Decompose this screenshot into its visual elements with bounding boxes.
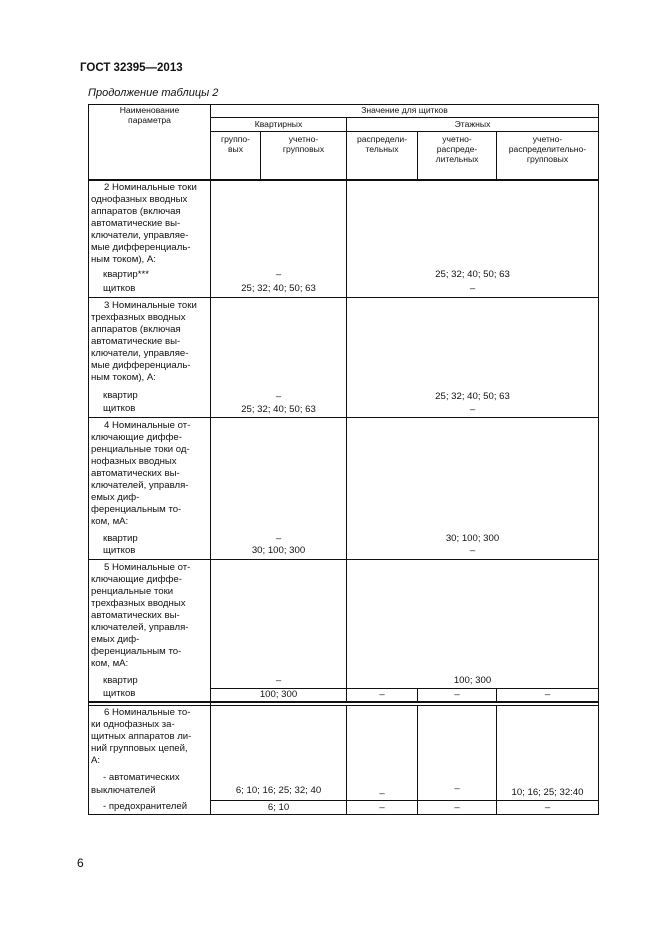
- param-line: трехфазных вводных: [91, 312, 186, 323]
- param-line: 4 Номинальные от-: [104, 420, 191, 431]
- cell-value: –: [454, 783, 460, 794]
- apartment-subheader: Квартирных: [254, 119, 303, 129]
- param-line: аппаратов (включая: [91, 206, 181, 217]
- cell-value: –: [544, 689, 551, 700]
- param-line: автоматических вы-: [91, 610, 180, 621]
- param-line: мые дифференциаль-: [91, 360, 191, 371]
- param-line: автоматических вы-: [91, 468, 180, 479]
- param-line: ключающие диффе-: [91, 432, 182, 443]
- param-line: ком, мА:: [91, 516, 129, 527]
- param-line: мые дифференциаль-: [91, 242, 191, 253]
- param-line: ным током), А:: [91, 372, 156, 383]
- col-header-meter-distribution: распреде-: [436, 144, 478, 154]
- param-line: ключателей, управля-: [91, 622, 189, 633]
- param-line: щитков: [103, 283, 136, 294]
- param-line: ренциальные токи од-: [91, 444, 190, 455]
- rule: [598, 104, 599, 814]
- rule: [88, 104, 89, 814]
- col-header-distribution: распредели-: [356, 134, 408, 144]
- param-line: ференциальным то-: [91, 504, 182, 515]
- param-line: автоматические вы-: [91, 336, 181, 347]
- param-line: 2 Номинальные токи: [104, 182, 197, 193]
- param-line: емых диф-: [91, 492, 140, 503]
- table-continuation-caption: Продолжение таблицы 2: [88, 87, 219, 99]
- param-line: ком, мА:: [91, 658, 129, 669]
- cell-value: 30; 100; 300: [445, 533, 500, 544]
- values-group-header: Значение для щитков: [361, 105, 448, 115]
- param-line: аппаратов (включая: [91, 324, 181, 335]
- cell-value: 25; 32; 40; 50; 63: [241, 404, 316, 415]
- param-line: щитков: [103, 688, 136, 699]
- rule: [88, 417, 599, 418]
- param-line: однофазных вводных: [91, 194, 188, 205]
- cell-value: 6; 10; 16; 25; 32; 40: [235, 785, 322, 796]
- param-line: квартир: [103, 390, 138, 401]
- param-line: автоматические вы-: [91, 218, 181, 229]
- rule: [417, 705, 418, 814]
- col-header-meter-distribution-group: распределительно-: [508, 144, 587, 154]
- cell-value: 25; 32; 40; 50; 63: [435, 269, 510, 280]
- cell-value: –: [544, 802, 551, 813]
- cell-value: 100; 300: [259, 689, 298, 700]
- cell-value: –: [379, 802, 385, 813]
- param-line: - автоматических: [103, 772, 180, 783]
- rule: [210, 104, 211, 814]
- cell-value: 25; 32; 40; 50; 63: [241, 283, 316, 294]
- rule: [88, 297, 599, 298]
- cell-value: –: [275, 533, 282, 544]
- param-line: ференциальным то-: [91, 646, 182, 657]
- cell-value: –: [379, 689, 385, 700]
- floor-subheader: Этажных: [454, 119, 491, 129]
- cell-value: –: [275, 675, 282, 686]
- cell-value: –: [379, 788, 385, 799]
- col-header-meter-group: групповых: [282, 144, 325, 154]
- rule: [88, 814, 599, 815]
- param-line: ключателей, управля-: [91, 480, 189, 491]
- rule: [88, 705, 599, 706]
- rule: [210, 117, 599, 118]
- cell-value: 30; 100; 300: [251, 545, 306, 556]
- param-header-line: параметра: [128, 115, 171, 125]
- param-line: А:: [91, 755, 101, 766]
- col-header-group: вых: [227, 144, 244, 154]
- param-line: выключателей: [91, 785, 156, 796]
- param-line: ренциальные токи: [91, 586, 174, 597]
- param-line: трехфазных вводных: [91, 598, 186, 609]
- cell-value: 10; 16; 25; 32:40: [511, 787, 584, 798]
- param-line: 6 Номинальные то-: [104, 707, 191, 718]
- rule: [210, 131, 599, 132]
- col-header-distribution: тельных: [365, 144, 399, 154]
- cell-value: –: [454, 689, 460, 700]
- col-header-meter-group: учетно-: [288, 134, 319, 144]
- cell-value: 25; 32; 40; 50; 63: [435, 391, 510, 402]
- param-line: ным током), А:: [91, 254, 156, 265]
- document-header: ГОСТ 32395—2013: [80, 62, 183, 74]
- col-header-group: группо-: [220, 134, 251, 144]
- param-header-line: Наименование: [119, 105, 180, 115]
- cell-value: –: [275, 269, 282, 280]
- param-line: - предохранителей: [103, 801, 188, 812]
- param-line: квартир: [103, 533, 138, 544]
- cell-value: 6; 10: [267, 802, 290, 813]
- cell-value: –: [469, 545, 476, 556]
- col-header-meter-distribution: лительных: [435, 154, 479, 164]
- param-line: нофазных вводных: [91, 456, 177, 467]
- rule: [88, 179, 599, 181]
- col-header-meter-distribution: учетно-: [442, 134, 472, 144]
- param-line: щитков: [103, 403, 136, 414]
- rule: [210, 800, 599, 801]
- param-line: квартир: [103, 675, 138, 686]
- param-line: ки однофазных за-: [91, 719, 175, 730]
- col-header-meter-distribution-group: групповых: [526, 154, 569, 164]
- param-line: ний групповых цепей,: [91, 743, 188, 754]
- rule: [88, 559, 599, 560]
- cell-value: –: [275, 391, 282, 402]
- cell-value: –: [469, 283, 476, 294]
- col-header-meter-distribution-group: учетно-: [532, 134, 563, 144]
- cell-value: –: [454, 802, 460, 813]
- param-line: ключатели, управляе-: [91, 230, 189, 241]
- cell-value: –: [469, 404, 476, 415]
- param-line: ключающие диффе-: [91, 574, 182, 585]
- param-line: емых диф-: [91, 634, 140, 645]
- param-line: щитных аппаратов ли-: [91, 731, 192, 742]
- page-number: 6: [77, 856, 84, 870]
- param-line: ключатели, управляе-: [91, 348, 189, 359]
- param-line: щитков: [103, 545, 136, 556]
- param-line: квартир***: [103, 269, 149, 280]
- param-line: 3 Номинальные токи: [104, 300, 197, 311]
- rule: [88, 701, 599, 703]
- cell-value: 100; 300: [453, 675, 492, 686]
- param-line: 5 Номинальные от-: [104, 562, 191, 573]
